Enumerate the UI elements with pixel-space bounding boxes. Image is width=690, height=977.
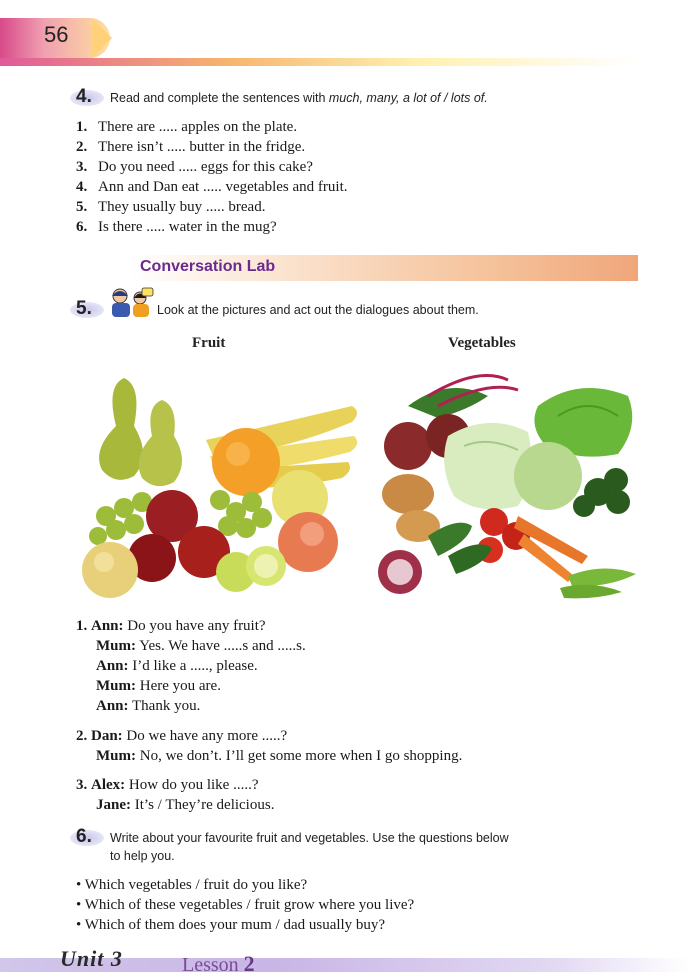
exercise-4-number: 4. xyxy=(76,86,92,107)
list-item xyxy=(76,197,348,217)
exercise-4-instruction xyxy=(110,91,488,105)
line-text: Do you have any fruit? xyxy=(123,618,266,634)
item-number: 5. xyxy=(76,199,88,215)
dialogue-line xyxy=(76,616,306,636)
speaker: Jane: xyxy=(96,797,131,813)
dialogue-line xyxy=(76,746,462,766)
fruit-label: Fruit xyxy=(192,335,226,351)
vegetables-picture xyxy=(368,366,640,602)
dialogue-number: 1. xyxy=(76,618,88,634)
list-item: • Which vegetables / fruit do you like? xyxy=(76,877,308,893)
list-item: • Which of them does your mum / dad usually buy? xyxy=(76,917,386,933)
exercise-6-instruction-line-2: to help you. xyxy=(110,849,175,863)
unit-logo: Unit 3 xyxy=(60,946,123,971)
item-number: 6. xyxy=(76,219,88,235)
line-text: Here you are. xyxy=(136,678,221,694)
page-number-tab-arrow xyxy=(92,18,112,58)
item-text: They usually buy ..... bread. xyxy=(98,199,266,215)
item-text: Ann and Dan eat ..... vegetables and fruit. xyxy=(98,179,348,195)
dialogue-line xyxy=(76,656,306,676)
lesson-label xyxy=(182,951,255,977)
list-item xyxy=(76,117,348,137)
dialogue-number: 3. xyxy=(76,777,88,793)
exercise-6-questions xyxy=(76,875,414,935)
line-text: Thank you. xyxy=(128,698,201,714)
speaker: Mum: xyxy=(96,678,136,694)
speaker: Mum: xyxy=(96,748,136,764)
speaker: Alex: xyxy=(91,777,126,793)
dialogue-line xyxy=(76,636,306,656)
dialogue-1 xyxy=(76,616,306,716)
speaker: Ann: xyxy=(91,618,124,634)
item-text: Is there ..... water in the mug? xyxy=(98,219,277,235)
lesson-number: 2 xyxy=(243,951,255,976)
item-number: 2. xyxy=(76,139,88,155)
list-item xyxy=(76,217,348,237)
exercise-4-instruction-text: Read and complete the sentences with xyxy=(110,91,329,105)
dialogue-line xyxy=(76,795,274,815)
dialogue-number: 2. xyxy=(76,728,88,744)
lesson-word: Lesson xyxy=(182,954,239,976)
item-text: Do you need ..... eggs for this cake? xyxy=(98,159,313,175)
item-number: 3. xyxy=(76,159,88,175)
line-text: I’d like a ....., please. xyxy=(128,658,258,674)
line-text: No, we don’t. I’ll get some more when I go shopping. xyxy=(136,748,463,764)
page-number: 56 xyxy=(44,22,69,47)
speaker: Ann: xyxy=(96,658,129,674)
people-talking-icon xyxy=(108,286,154,320)
exercise-5-number: 5. xyxy=(76,298,92,319)
dialogue-2 xyxy=(76,726,462,766)
list-item xyxy=(76,157,348,177)
item-text: There are ..... apples on the plate. xyxy=(98,119,298,135)
exercise-6-instruction-line-1: Write about your favourite fruit and vegetables. Use the questions below xyxy=(110,831,509,845)
exercise-4-instruction-emphasis: much, many, a lot of / lots of. xyxy=(328,91,488,105)
speaker: Ann: xyxy=(96,698,129,714)
list-item: • Which of these vegetables / fruit grow where you live? xyxy=(76,897,415,913)
speaker: Dan: xyxy=(91,728,123,744)
conversation-lab-title: Conversation Lab xyxy=(140,258,276,275)
dialogue-line xyxy=(76,676,306,696)
item-number: 1. xyxy=(76,119,88,135)
line-text: Yes. We have .....s and .....s. xyxy=(136,638,306,654)
exercise-6-number: 6. xyxy=(76,826,92,847)
vegetables-label: Vegetables xyxy=(448,335,516,351)
line-text: It’s / They’re delicious. xyxy=(131,797,275,813)
dialogue-line xyxy=(76,775,274,795)
line-text: How do you like .....? xyxy=(125,777,259,793)
list-item xyxy=(76,177,348,197)
speaker: Mum: xyxy=(96,638,136,654)
header-rule xyxy=(0,58,640,66)
exercise-4-list xyxy=(76,117,348,237)
fruit-picture xyxy=(76,366,362,602)
list-item xyxy=(76,137,348,157)
dialogue-line xyxy=(76,696,306,716)
dialogue-line xyxy=(76,726,462,746)
item-number: 4. xyxy=(76,179,88,195)
item-text: There isn’t ..... butter in the fridge. xyxy=(98,139,306,155)
exercise-5-instruction: Look at the pictures and act out the dialogues about them. xyxy=(157,303,479,317)
dialogue-3 xyxy=(76,775,274,815)
line-text: Do we have any more .....? xyxy=(122,728,288,744)
